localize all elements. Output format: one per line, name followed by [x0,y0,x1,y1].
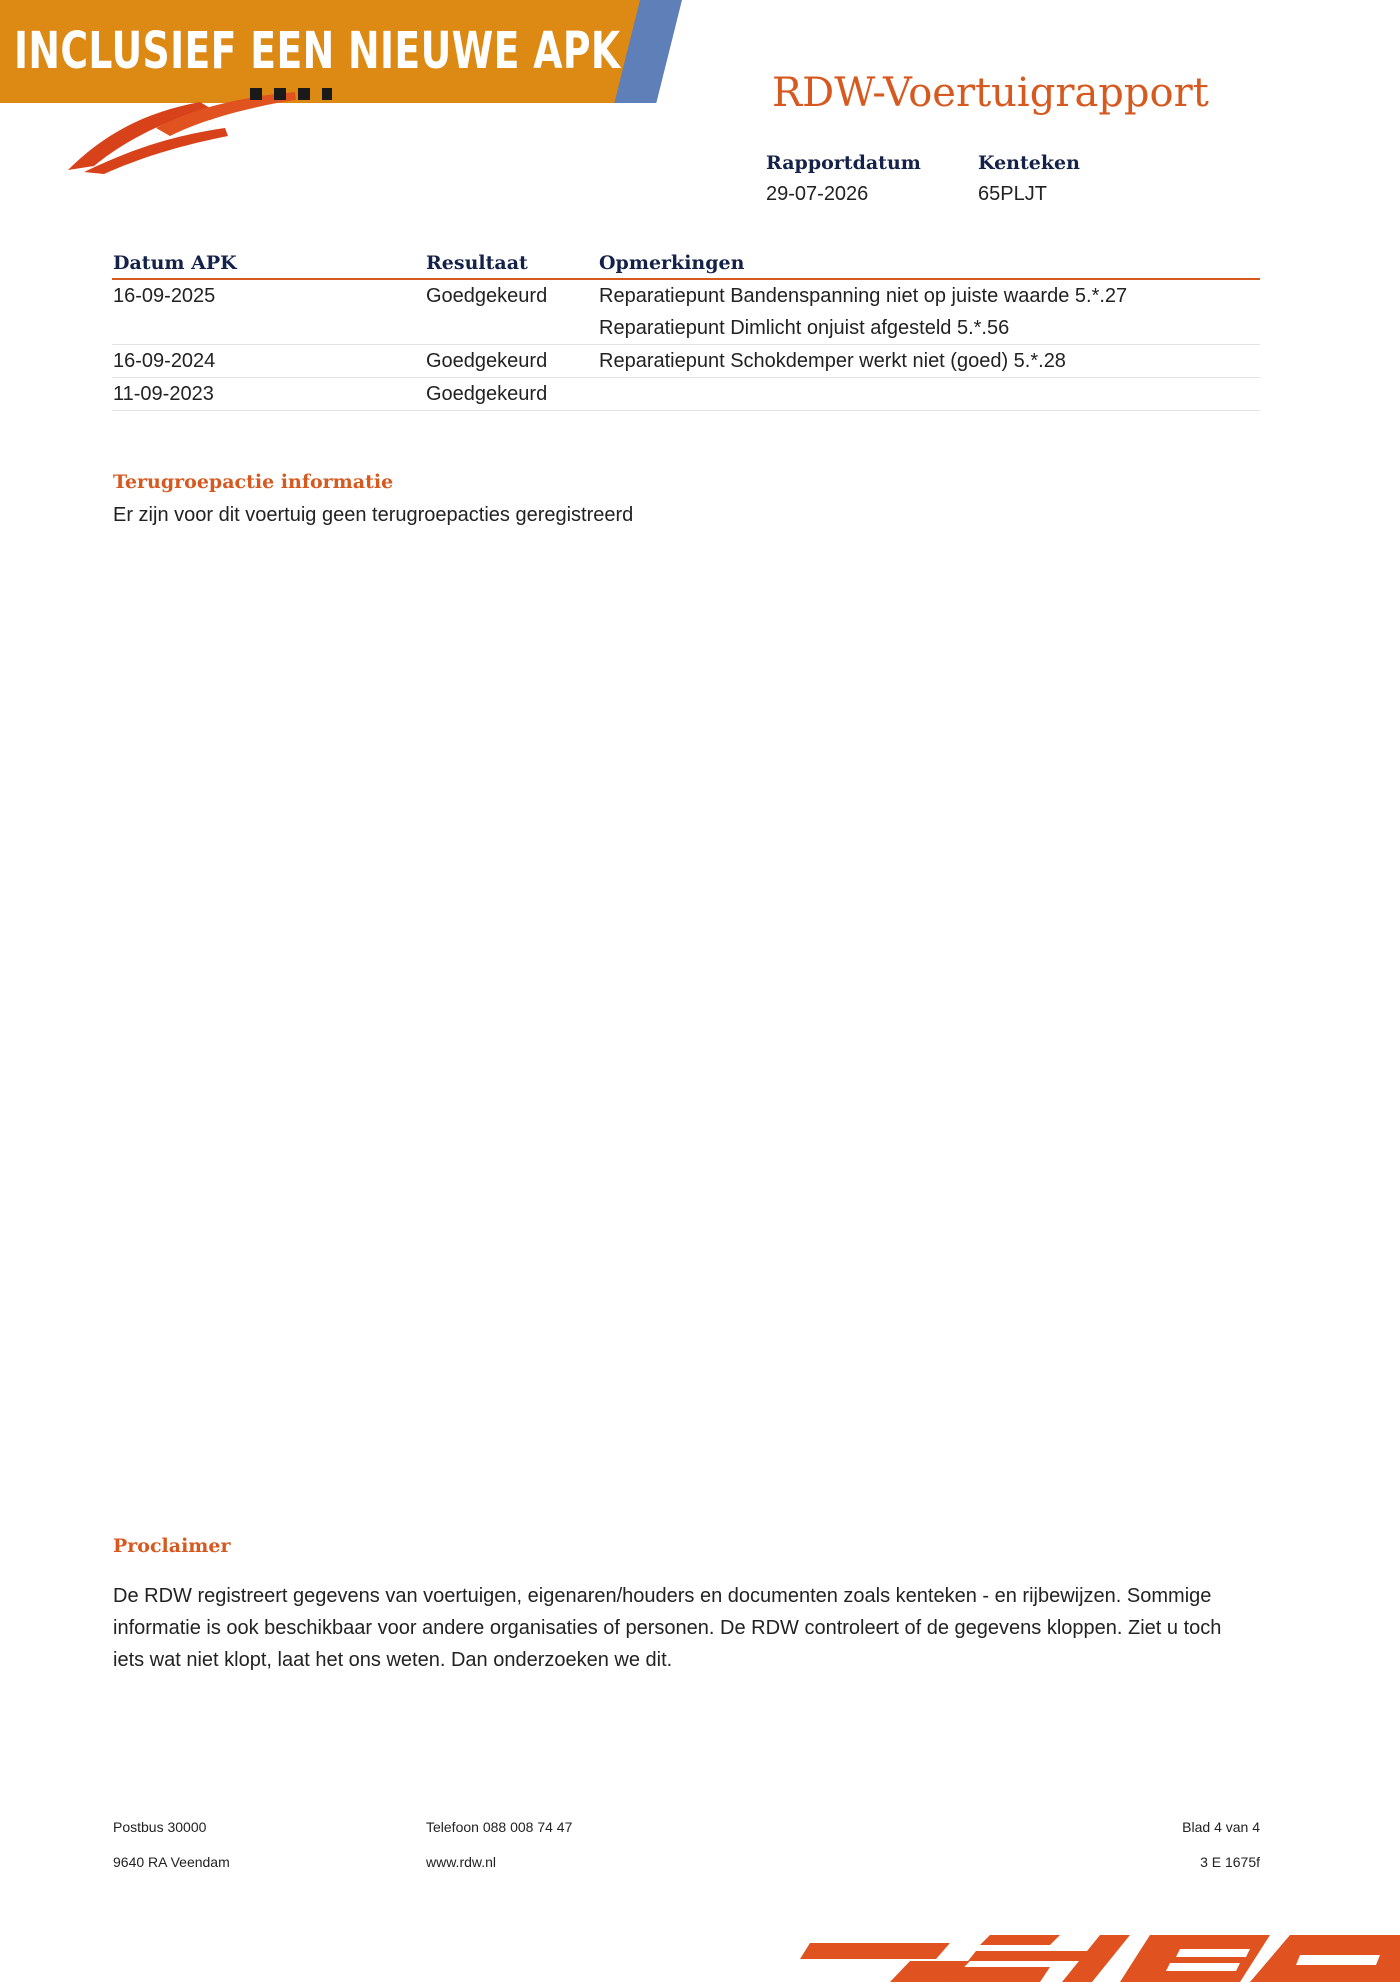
apk-remarks [598,378,1260,411]
recall-title: Terugroepactie informatie [113,471,394,493]
column-header-remarks: Opmerkingen [598,246,1260,279]
footer-postbus: Postbus 30000 [113,1819,207,1835]
decorative-stripes-icon [800,1925,1400,1982]
footer-city: 9640 RA Veendam [113,1854,230,1870]
report-date: 29-07-2026 [766,183,869,205]
footer-phone: Telefoon 088 008 74 47 [426,1819,573,1835]
table-header-row [112,246,1260,279]
table-row [112,279,1260,345]
plate-number: 65PLJT [978,183,1047,205]
report-title: RDW-Voertuigrapport [772,70,1209,116]
apk-date: 11-09-2023 [112,378,425,411]
apk-result: Goedgekeurd [425,378,598,411]
table-row [112,345,1260,378]
rdw-logo-icon [60,88,380,178]
apk-remarks [598,279,1260,345]
remark-line: Reparatiepunt Schokdemper werkt niet (goed) 5.*.28 [599,350,1066,372]
apk-result: Goedgekeurd [425,279,598,345]
banner-text: INCLUSIEF EEN NIEUWE APK [14,22,621,81]
proclaimer-title: Proclaimer [113,1535,231,1557]
column-header-date: Datum APK [112,246,425,279]
footer-page-number: Blad 4 van 4 [1182,1819,1260,1835]
apk-remarks [598,345,1260,378]
apk-result: Goedgekeurd [425,345,598,378]
remark-line: Reparatiepunt Dimlicht onjuist afgesteld 5.*.56 [599,317,1010,339]
apk-date: 16-09-2024 [112,345,425,378]
plate-label: Kenteken [978,152,1080,174]
remark-line: Reparatiepunt Bandenspanning niet op juiste waarde 5.*.27 [599,285,1128,307]
recall-text: Er zijn voor dit voertuig geen terugroepacties geregistreerd [113,504,634,526]
footer-website: www.rdw.nl [426,1854,497,1870]
apk-date: 16-09-2025 [112,279,425,345]
apk-table [112,246,1260,411]
table-row [112,378,1260,411]
footer-code: 3 E 1675f [1200,1854,1260,1870]
proclaimer-text: De RDW registreert gegevens van voertuigen, eigenaren/houders en documenten zoals kenteken - en rijbewijzen. Sommige informatie is ook beschikbaar voor andere organisaties of personen. De RDW controleert of de gegevens kloppen. Ziet u toch iets wat niet klopt, laat het ons weten. Dan onderzoeken we dit. [113,1585,1222,1671]
column-header-result: Resultaat [425,246,598,279]
report-date-label: Rapportdatum [766,152,921,174]
